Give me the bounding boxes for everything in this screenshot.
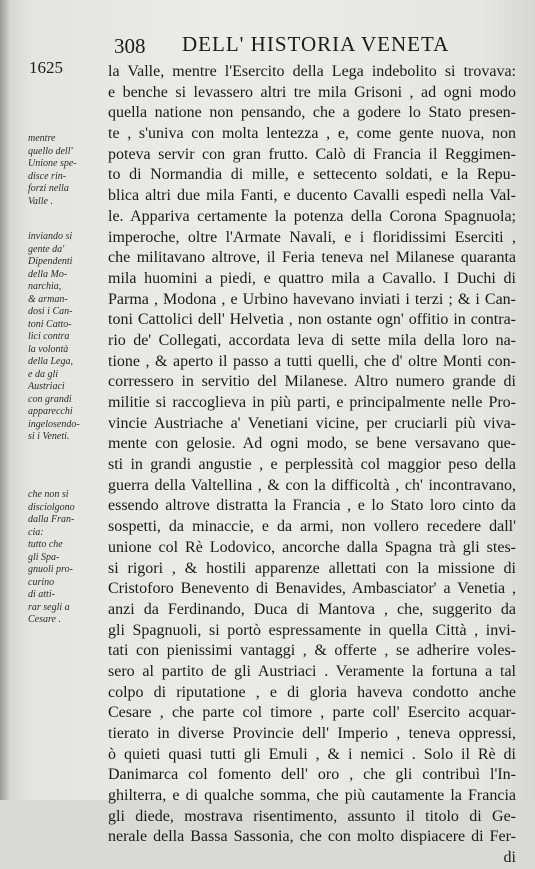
text-line: sti in grandi angustie , e perplessità col maggior peso della <box>108 456 516 474</box>
gutter-shadow <box>0 0 10 800</box>
margin-note-line: Dipendenti <box>28 256 73 267</box>
margin-note-line: gli Spa- <box>28 551 60 563</box>
text-line: corressero in servitio del Milanese. Altro numero grande di <box>108 373 516 391</box>
margin-note-line: con grandi <box>28 393 72 405</box>
margin-note-line: forzi nella <box>28 183 69 194</box>
text-line: militie si raccoglieva in più parti, e principalmente nelle Pro- <box>108 394 516 411</box>
margin-note-line: Austriaci <box>28 381 65 392</box>
margin-note <box>28 133 96 208</box>
text-line: unione col Rè Lodovico, ancorche dalla Spagna trà gli stes- <box>108 538 516 556</box>
margin-note-line: rar segli a <box>28 601 70 613</box>
margin-note-line: apparecchi <box>28 406 73 417</box>
text-line: di <box>503 849 516 867</box>
margin-note-line: Cesare . <box>28 614 61 625</box>
margin-note-line: tutto che <box>28 539 63 550</box>
text-line: guerra della Valtellina , & con la difficoltà , ch' incontravano, <box>108 476 516 494</box>
margin-note-line: lici contra <box>28 331 70 342</box>
text-line: che militavano altrove, il Feria teneva nel Milanese quaranta <box>108 249 516 267</box>
text-line: Cesare , che parte col timore , parte coll' Esercito acquar- <box>108 704 516 722</box>
margin-note-line: quello dell' <box>28 145 73 157</box>
text-line: toni Cattolici dell' Helvetia , non ostante ogn' offitio in contra- <box>108 311 516 329</box>
text-line: tierato in diverse Provincie dell' Imperio , teneva oppressi, <box>108 725 516 742</box>
text-line: mila huomini a piedi, e quattro mila a Cavallo. I Duchi di <box>108 269 516 287</box>
text-line: sospetti, da minaccie, e da armi, non vollero recedere dall' <box>108 518 516 536</box>
body-text <box>108 62 516 869</box>
margin-note-line: dosi i Can- <box>28 306 73 317</box>
margin-note-line: disce rin- <box>28 170 67 182</box>
margin-note-line: toni Catto- <box>28 318 72 330</box>
text-line: si rigori , & hostili apparenze allettati con la missione di <box>108 559 516 577</box>
running-title: DELL' HISTORIA VENETA <box>182 32 450 56</box>
page-number: 308 <box>114 34 146 58</box>
text-line: Parma , Modona , e Urbino havevano inviati i terzi ; & i Can- <box>108 290 516 308</box>
margin-note-line: e da gli <box>28 368 58 380</box>
margin-note-line: della Lega, <box>28 356 73 367</box>
margin-note <box>28 489 96 627</box>
margin-note-line: disciolgono <box>28 501 75 513</box>
text-line: la Valle, mentre l'Esercito della Lega indebolito si trovava: <box>108 63 516 80</box>
margin-year: 1625 <box>29 58 63 77</box>
text-line: mente con gelosie. Ad ogni modo, se bene versavano que- <box>108 435 516 453</box>
text-line: vincie Austriache a' Venetiani vicine, per cruciarli più viva- <box>108 414 516 432</box>
text-line: Cristoforo Benevento di Benavides, Ambasciator' a Venetia , <box>108 580 516 598</box>
margin-note-line: ingelosendo- <box>28 418 80 430</box>
text-line: poteva servir con gran frutto. Calò di Francia il Reggimen- <box>108 145 516 163</box>
margin-note-line: inviando si <box>28 231 73 242</box>
page-header <box>0 27 535 57</box>
margin-note-line: gnuoli pro- <box>28 564 73 575</box>
margin-note-line: si i Veneti. <box>28 431 70 442</box>
margin-note-line: la volontà <box>28 343 69 355</box>
text-line: to di Normandia di mille, e settecento soldati, e la Repu- <box>108 166 516 184</box>
margin-note-line: mentre <box>28 133 56 144</box>
text-line: gli diede, mostrava risentimento, assunto il titolo di Ge- <box>108 807 516 825</box>
margin-note-line: curino <box>28 576 55 588</box>
margin-note-line: di atti- <box>28 589 55 600</box>
margin-note-line: Valle . <box>28 195 53 207</box>
text-line: ò quieti quasi tutti gli Emuli , & i nemici . Solo il Rè di <box>108 745 516 763</box>
text-line: tati con pienissimi vantaggi , & offerte , se adherire voles- <box>108 642 516 660</box>
text-line: anzi da Ferdinando, Duca di Mantova , che, suggerito da <box>108 600 516 618</box>
margin-note-line: della Mo- <box>28 268 68 280</box>
text-line: imperoche, oltre l'Armate Navali, e i floridissimi Eserciti , <box>108 228 516 246</box>
margin-note-line: dalla Fran- <box>28 514 75 525</box>
margin-note-line: narchia, <box>28 281 62 292</box>
margin-note-line: gente da' <box>28 243 65 255</box>
text-line: le. Appariva certamente la potenza della Corona Spagnuola; <box>108 207 516 225</box>
text-line: sero al partito de gli Austriaci . Veramente la fortuna a tal <box>108 662 516 680</box>
text-line: te , s'univa con molta lentezza , e, come gente nuova, non <box>108 125 516 143</box>
text-line: colpo di riputatione , e di gloria haveva condotto anche <box>108 683 516 701</box>
text-line: nerale della Bassa Sassonia, che con molto dispiacere di Fer- <box>108 828 516 846</box>
text-line: blica altri due mila Fanti, e ducento Cavalli espedì nella Val- <box>108 187 516 205</box>
text-line: essendo altrove distratta la Francia , e lo Stato loro cinto da <box>108 497 516 515</box>
text-line: e benche si levassero altri tre mila Grisoni , ad ogni modo <box>108 83 516 101</box>
text-line: rio de' Collegati, accordata leva di sette mila della loro na- <box>108 331 516 349</box>
text-line: tione , & aperto il passo a tutti quelli, che d' oltre Monti con- <box>108 352 516 370</box>
text-line: Danimarca col fomento dell' oro , che gli contribuì l'In- <box>108 766 516 784</box>
text-line: ghilterra, e di qualche somma, che più cautamente la Francia <box>108 787 516 805</box>
margin-note-line: che non si <box>28 489 69 500</box>
margin-note-line: & arman- <box>28 293 68 305</box>
text-line: quella natione non pensando, che a godere lo Stato presen- <box>108 104 516 122</box>
margin-note-line: cia: <box>28 526 44 538</box>
text-line: gli Spagnuoli, si portò espressamente in quella Città , invi- <box>108 621 516 639</box>
margin-note-line: Unione spe- <box>28 158 77 169</box>
margin-note <box>28 231 96 444</box>
